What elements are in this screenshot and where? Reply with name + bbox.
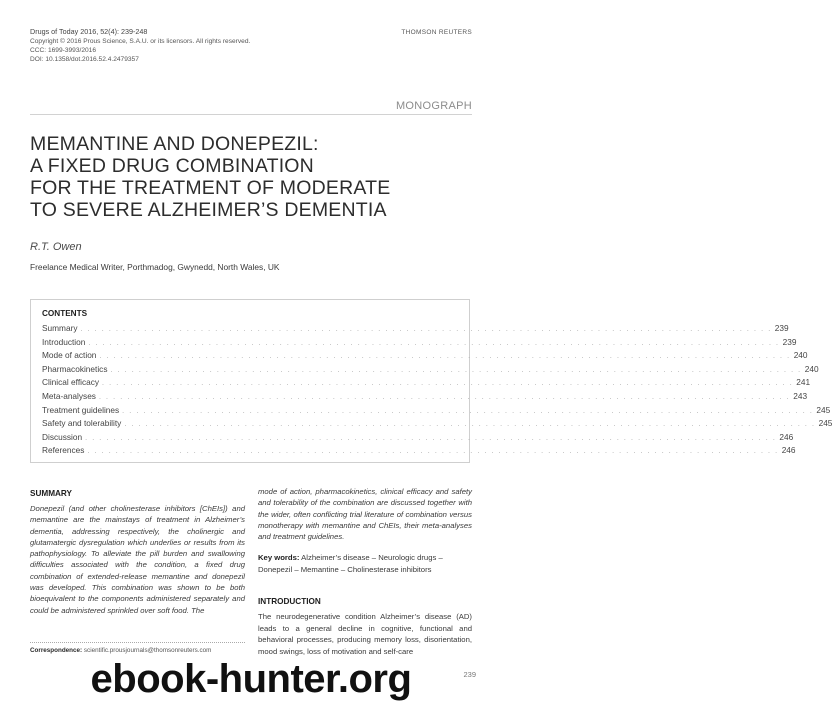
leader-dots: . . . . . . . . . . . . . . . . . . . . . . . . . . . . . . . . . . . . . . . . . . . . . . . . . . . . . . . . . . . . . . . . . . . . . . . . . . . . . . . . . . . . . . . . . . . . . . . . . .: [122, 407, 814, 415]
contents-item-page: 241: [796, 377, 811, 388]
watermark: ebook-hunter.org: [90, 657, 412, 701]
leader-dots: . . . . . . . . . . . . . . . . . . . . . . . . . . . . . . . . . . . . . . . . . . . . . . . . . . . . . . . . . . . . . . . . . . . . . . . . . . . . . . . . . . . . . . . . . . . . . . . . . .: [85, 434, 777, 442]
contents-list: [42, 323, 832, 459]
section-label: MONOGRAPH: [395, 100, 472, 112]
journal-citation: Drugs of Today 2016, 52(4): 239-248: [30, 27, 148, 36]
contents-item-treatment-guidelines[interactable]: [42, 404, 831, 419]
article-title: [30, 133, 475, 221]
contents-item-meta-analyses[interactable]: [42, 390, 808, 405]
leader-dots: . . . . . . . . . . . . . . . . . . . . . . . . . . . . . . . . . . . . . . . . . . . . . . . . . . . . . . . . . . . . . . . . . . . . . . . . . . . . . . . . . . . . . . . . . . . . . . . . . .: [98, 393, 791, 401]
contents-item-page: 240: [804, 363, 819, 374]
contents-item-page: 239: [782, 336, 797, 347]
title-line: MEMANTINE AND DONEPEZIL:: [30, 133, 319, 155]
article-header: [30, 27, 250, 64]
contents-box: [30, 299, 832, 463]
summary-continuation: mode of action, pharmacokinetics, clinical efficacy and safety and tolerability of the combination are discussed together with the wider, often conflicting trial literature of combination versus monotherapy with memantine and ChEIs, their meta-analyses and treatment guidelines.: [258, 487, 472, 542]
contents-heading: CONTENTS: [42, 309, 88, 318]
keywords-label: Key words:: [258, 553, 300, 562]
contents-item-label: Treatment guidelines: [42, 404, 120, 415]
contents-item-page: 239: [774, 323, 789, 333]
contents-item-label: Pharmacokinetics: [42, 363, 108, 374]
correspondence-email[interactable]: scientific.prousjournals@thomsonreuters.com: [83, 647, 212, 654]
contents-item-label: Meta-analyses: [42, 390, 96, 401]
contents-item-label: Introduction: [42, 336, 86, 347]
contents-item-clinical-efficacy[interactable]: [42, 377, 811, 391]
introduction-heading: INTRODUCTION: [258, 597, 321, 606]
contents-item-page: 246: [781, 445, 796, 456]
leader-dots: . . . . . . . . . . . . . . . . . . . . . . . . . . . . . . . . . . . . . . . . . . . . . . . . . . . . . . . . . . . . . . . . . . . . . . . . . . . . . . . . . . . . . . . . . . . . . . . . . .: [110, 366, 802, 374]
contents-item-page: 245: [816, 404, 831, 415]
contents-item-label: Safety and tolerability: [42, 418, 122, 429]
keywords: [258, 552, 472, 576]
doi-line[interactable]: DOI: 10.1358/dot.2016.52.4.2479357: [30, 56, 139, 63]
leader-dots: . . . . . . . . . . . . . . . . . . . . . . . . . . . . . . . . . . . . . . . . . . . . . . . . . . . . . . . . . . . . . . . . . . . . . . . . . . . . . . . . . . . . . . . . . . . . . . . . . .: [124, 421, 816, 429]
leader-dots: . . . . . . . . . . . . . . . . . . . . . . . . . . . . . . . . . . . . . . . . . . . . . . . . . . . . . . . . . . . . . . . . . . . . . . . . . . . . . . . . . . . . . . . . . . . . . . . . . .: [80, 326, 772, 333]
contents-item-introduction[interactable]: [42, 336, 797, 351]
correspondence-label: Correspondence:: [30, 647, 83, 654]
contents-item-summary[interactable]: [42, 323, 789, 337]
leader-dots: . . . . . . . . . . . . . . . . . . . . . . . . . . . . . . . . . . . . . . . . . . . . . . . . . . . . . . . . . . . . . . . . . . . . . . . . . . . . . . . . . . . . . . . . . . . . . . . . . .: [87, 448, 779, 456]
leader-dots: . . . . . . . . . . . . . . . . . . . . . . . . . . . . . . . . . . . . . . . . . . . . . . . . . . . . . . . . . . . . . . . . . . . . . . . . . . . . . . . . . . . . . . . . . . . . . . . . . .: [102, 380, 794, 388]
contents-item-label: Mode of action: [42, 350, 97, 361]
title-line: TO SEVERE ALZHEIMER’S DEMENTIA: [30, 199, 387, 221]
contents-item-safety-and-tolerability[interactable]: [42, 418, 832, 432]
contents-item-pharmacokinetics[interactable]: [42, 363, 819, 378]
contents-item-label: Discussion: [42, 431, 83, 442]
contents-item-label: Summary: [42, 323, 78, 333]
copyright-line: Copyright © 2016 Prous Science, S.A.U. or its licensors. All rights reserved.: [30, 38, 251, 45]
summary-text: Donepezil (and other cholinesterase inhibitors [ChEIs]) and memantine are the mainstays of treatment in Alzheimer’s dementia, addressing respectively, the cholinergic and glutamatergic dysregulation which underlies or results from its pathophysiology. To alleviate the pill burden and swallowing difficulties associated with the condition, a fixed drug combination of extended-release memantine and donepezil was developed. This combination was shown to be both bioequivalent to the components administered separately and could be administered sprinkled over soft food. The: [30, 504, 245, 615]
keywords-text: Alzheimer’s disease – Neurologic drugs – Donepezil – Memantine – Cholinesterase inhibitors: [258, 553, 443, 574]
author-name: R.T. Owen: [30, 241, 82, 253]
author-affiliation: Freelance Medical Writer, Porthmadog, Gwynedd, North Wales, UK: [30, 262, 280, 272]
contents-item-label: References: [42, 445, 85, 456]
section-divider: [30, 114, 472, 115]
contents-item-page: 240: [793, 350, 808, 361]
contents-item-label: Clinical efficacy: [42, 377, 100, 388]
contents-item-page: 245: [818, 418, 832, 429]
introduction-text: The neurodegenerative condition Alzheimer’s disease (AD) leads to a general decline in cognitive, functional and behavioral processes, producing memory loss, disorientation, mood swings, loss of motivation and self-care: [258, 612, 472, 656]
title-line: A FIXED DRUG COMBINATION: [30, 155, 314, 177]
ccc-line: CCC: 1699-3993/2016: [30, 47, 96, 54]
publisher-brand: THOMSON REUTERS: [401, 29, 472, 36]
contents-item-mode-of-action[interactable]: [42, 350, 808, 364]
leader-dots: . . . . . . . . . . . . . . . . . . . . . . . . . . . . . . . . . . . . . . . . . . . . . . . . . . . . . . . . . . . . . . . . . . . . . . . . . . . . . . . . . . . . . . . . . . . . . . . . . .: [88, 339, 780, 347]
correspondence-note: [30, 647, 250, 654]
footnote-divider: [30, 642, 245, 643]
contents-item-discussion[interactable]: [42, 431, 794, 446]
title-line: FOR THE TREATMENT OF MODERATE: [30, 177, 391, 199]
contents-item-page: 243: [793, 390, 808, 401]
leader-dots: . . . . . . . . . . . . . . . . . . . . . . . . . . . . . . . . . . . . . . . . . . . . . . . . . . . . . . . . . . . . . . . . . . . . . . . . . . . . . . . . . . . . . . . . . . . . . . . . . .: [99, 353, 791, 361]
page-number: 239: [463, 670, 476, 679]
summary-heading: SUMMARY: [30, 489, 72, 498]
contents-item-page: 246: [779, 431, 794, 442]
contents-item-references[interactable]: [42, 445, 796, 459]
